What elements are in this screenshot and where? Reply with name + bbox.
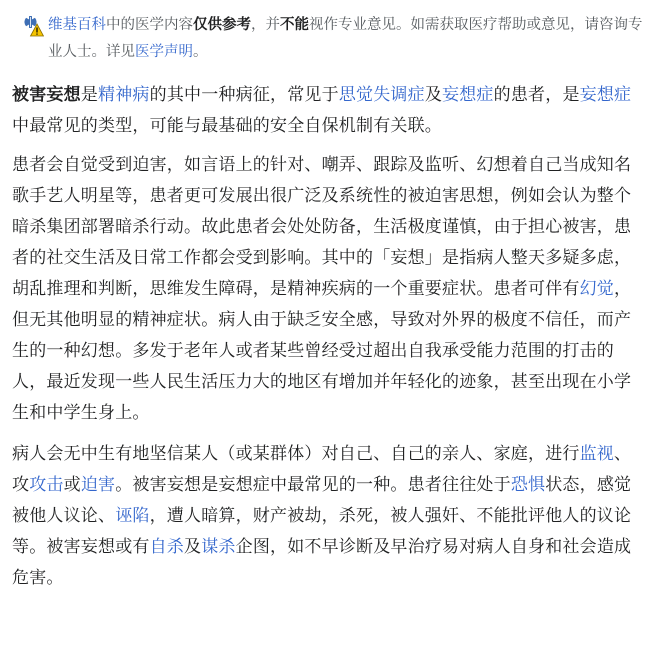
link-persecution[interactable]: 迫害: [80, 475, 116, 495]
text-span: 、攻: [12, 444, 632, 495]
notice-text-1: 中的医学内容: [106, 17, 193, 33]
notice-bold-cannot: 不能: [280, 17, 309, 33]
text-span: 及: [424, 85, 443, 105]
medical-statement-link[interactable]: 医学声明: [135, 44, 193, 60]
text-span: 病人会无中生有地坚信某人（或某群体）对自己、自己的亲人、家庭，进行: [12, 444, 580, 464]
text-span: 或: [63, 475, 81, 495]
link-suicide[interactable]: 自杀: [149, 537, 185, 557]
text-span: 状态，感觉被他人议论、: [12, 475, 632, 526]
link-hallucination[interactable]: 幻觉: [579, 279, 615, 299]
article-term: 被害妄想: [12, 85, 81, 105]
text-span: 及: [184, 537, 202, 557]
notice-text-4: 。: [193, 44, 208, 60]
text-span: 。被害妄想是妄想症中最常见的一种。患者往往处于: [115, 475, 511, 495]
link-attack[interactable]: 攻击: [29, 475, 64, 495]
link-fear[interactable]: 恐惧: [510, 475, 546, 495]
medical-warning-icon: [22, 15, 44, 37]
text-span: ，但无其他明显的精神症状。病人由于缺乏安全感，导致对外界的极度不信任，而产生的一种幻想。多发于老年人或者某些曾经受过超出自我承受能力范围的打击的人，最近发现一些人民生活压力大的地区有增加并年轻化的迹象，甚至出现在小学生和中学生身上。: [12, 279, 632, 423]
text-span: 企图，如不早诊断及早治疗易对病人自身和社会造成危害。: [12, 537, 632, 588]
text-span: 的患者，是: [493, 85, 580, 105]
text-span: ，遭人暗算，财产被劫，杀死，被人强奸、不能批评他人的议论等。被害妄想或有: [12, 506, 632, 557]
text-span: 是: [80, 85, 99, 105]
link-psychosis[interactable]: 精神病: [98, 85, 150, 105]
wikipedia-link[interactable]: 维基百科: [48, 17, 106, 33]
symptoms-paragraph: [12, 150, 634, 429]
text-span: 的其中一种病征，常见于: [149, 85, 339, 105]
text-span: 患者会自觉受到迫害，如言语上的针对、嘲弄、跟踪及监听、幻想着自己当成知名歌手艺人明星等，患者更可发展出很广泛及系统性的被迫害思想，例如会认为整个暗杀集团部署暗杀行动。故此患者会处处防备，生活极度谨慎，由于担心被害，患者的社交生活及日常工作都会受到影响。其中的「妄想」是指病人整天多疑多虑，胡乱推理和判断，思维发生障碍，是精神疾病的一个重要症状。患者可伴有: [12, 155, 632, 299]
intro-paragraph: [12, 80, 634, 142]
notice-bold-for-reference: 仅供参考: [193, 17, 251, 33]
behavior-paragraph: [12, 439, 634, 594]
text-span: 中最常见的类型，可能与最基础的安全自保机制有关联。: [12, 116, 442, 136]
link-schizophrenia[interactable]: 思觉失调症: [338, 85, 425, 105]
notice-text-2: ，并: [251, 17, 280, 33]
notice-text-3: 视作专业意见。如需获取医疗帮助或意见，请咨询专业人士。详见: [48, 17, 643, 60]
link-delusional-disorder[interactable]: 妄想症: [442, 85, 494, 105]
link-surveillance[interactable]: 监视: [579, 444, 615, 464]
link-murder[interactable]: 谋杀: [201, 537, 236, 557]
link-delusional-disorder-2[interactable]: 妄想症: [579, 85, 632, 105]
link-framing[interactable]: 诬陷: [115, 506, 150, 526]
medical-disclaimer: [48, 12, 646, 66]
